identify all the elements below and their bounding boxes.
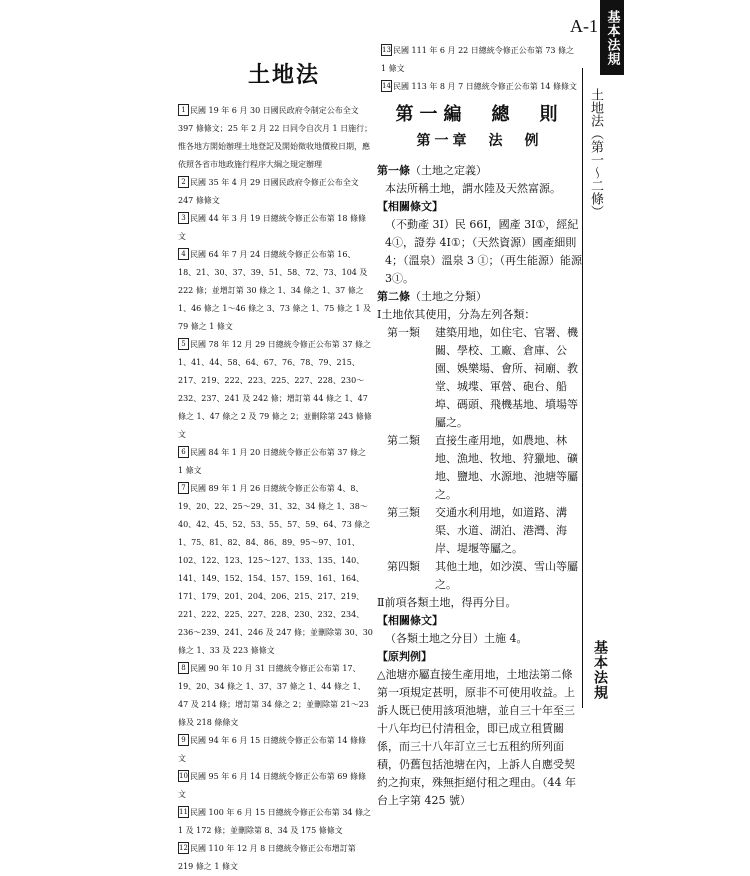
amendment-history-continued (381, 42, 581, 96)
history-entry-text: 民國 19 年 6 月 30 日國民政府令制定公布全文 397 條條文；25 年 2 月 22 日同令自次月 1 日施行；惟各地方開始辦理土地登記及開始徵收地價稅日期，應依照各省市地政施行程序大綱之規定辦理 (178, 106, 373, 169)
running-head-chapter: 土地法（第一〜二條） (588, 88, 603, 218)
part-title: 第一編 總 則 (395, 104, 564, 125)
article-1-body: 本法所稱土地，謂水陸及天然富源。 (385, 182, 561, 195)
history-entry-text: 民國 84 年 1 月 20 日總統令修正公布第 37 條之 1 條文 (178, 448, 366, 475)
article-2-para-2: Ⅱ前項各類土地，得再分目。 (377, 596, 517, 609)
article-number: 第一條 (377, 164, 410, 177)
land-categories (377, 324, 582, 594)
history-entry-text: 民國 78 年 12 月 29 日總統令修正公布第 37 條之 1、41、44、58、64、67、76、78、79、215、217、219、222、223、225、227、228、230〜232、237、241 及 242 條；增訂第 44 條之 1、47 條之 1、47 條之 2 及 79 條之 2；並刪除第 243 條條文 (178, 340, 372, 439)
history-entry (381, 78, 581, 96)
history-entry (178, 768, 373, 804)
history-entry (178, 480, 373, 660)
history-entry (178, 210, 373, 246)
history-entry-number: 13 (382, 46, 391, 54)
amendment-history (178, 102, 373, 876)
section-tab-label: 基本法規 (604, 9, 620, 66)
history-entry (178, 336, 373, 444)
history-entry-text: 民國 35 年 4 月 29 日國民政府令修正公布全文 247 條條文 (178, 178, 359, 205)
history-entry-text: 民國 113 年 8 月 7 日總統令修正公布第 14 條條文 (393, 82, 577, 91)
article-number: 第二條 (377, 290, 410, 303)
history-entry (178, 444, 373, 480)
land-category (377, 324, 582, 432)
land-category-name: 第一類 (387, 326, 420, 339)
article-caption: （土地之定義） (410, 164, 487, 177)
history-entry (178, 102, 373, 174)
history-entry-number: 6 (178, 446, 189, 458)
related-articles-label: 【相關條文】 (377, 614, 443, 627)
history-entry-number: 7 (178, 482, 189, 494)
related-articles-label: 【相關條文】 (377, 200, 443, 213)
article-2-heading (377, 288, 582, 306)
history-entry (178, 246, 373, 336)
history-entry-text: 民國 44 年 3 月 19 日總統令修正公布第 18 條條文 (178, 214, 366, 241)
land-category (377, 432, 582, 504)
land-category (377, 558, 582, 594)
history-entry (381, 42, 581, 78)
history-entry-number: 11 (179, 808, 188, 816)
history-entry-text: 民國 89 年 1 月 26 日總統令修正公布第 4、8、19、20、22、25〜29、31、32、34 條之 1、38〜40、42、45、52、53、55、57、59、64、73 條之 1、75、81、82、84、86、89、95〜97、101、102、122、123、125〜127、133、135、140、141、149、152、154、157、159、161、164、171、179、201、204、206、215、217、219、221、222、225、227、228、230、232、234、236〜239、241、246 及 247 條；並刪除第 30、30 條之 1、33 及 223 條條文 (178, 484, 373, 655)
law-title: 土地法 (248, 62, 321, 88)
article-2-para-1: Ⅰ土地依其使用，分為左列各類： (377, 308, 536, 321)
history-entry-number: 1 (178, 104, 189, 116)
land-category-text: 交通水利用地，如道路、溝渠、水道、湖泊、港灣、海岸、堤堰等屬之。 (435, 506, 567, 555)
history-entry-number: 9 (178, 734, 189, 746)
land-category-text: 直接生產用地，如農地、林地、漁地、牧地、狩獵地、礦地、鹽地、水源地、池塘等屬之。 (435, 434, 578, 501)
page-number: A-1 (570, 16, 598, 36)
land-category-name: 第二類 (387, 434, 420, 447)
history-entry-text: 民國 100 年 6 月 15 日總統令修正公布第 34 條之 1 及 172 條；並刪除第 8、34 及 175 條條文 (178, 808, 372, 835)
article-1-related: （不動產 3Ⅰ）民 66Ⅰ，國產 3Ⅰ①，經紀 4①，證券 4Ⅰ①；（天然資源）國產細則 4；（溫泉）溫泉 3 ①；（再生能源）能源 3①。 (385, 218, 582, 285)
history-entry-text: 民國 111 年 6 月 22 日總統令修正公布第 73 條之 1 條文 (381, 46, 575, 73)
history-entry (178, 804, 373, 840)
history-entry-text: 民國 94 年 6 月 15 日總統令修正公布第 14 條條文 (178, 736, 366, 763)
land-category-name: 第三類 (387, 506, 420, 519)
section-tab (600, 0, 624, 75)
land-category (377, 504, 582, 558)
running-foot-section: 基本法規 (592, 640, 608, 700)
history-entry-number: 14 (382, 82, 391, 90)
land-category-name: 第四類 (387, 560, 420, 573)
history-entry (178, 840, 373, 876)
history-entry-text: 民國 110 年 12 月 8 日總統令修正公布增訂第 219 條之 1 條文 (178, 844, 356, 871)
land-category-text: 其他土地，如沙漠、雪山等屬之。 (435, 560, 578, 591)
precedent-label: 【原判例】 (377, 650, 432, 663)
history-entry-text: 民國 64 年 7 月 24 日總統令修正公布第 16、18、21、30、37、39、51、58、72、73、104 及 222 條；並增訂第 30 條之 1、34 條之 1、37 條之 1、46 條之 1〜46 條之 3、73 條之 1、75 條之 1 及 79 條之 1 條文 (178, 250, 372, 331)
article-caption: （土地之分類） (410, 290, 487, 303)
history-entry (178, 732, 373, 768)
land-category-text: 建築用地，如住宅、官署、機關、學校、工廠、倉庫、公園、娛樂場、會所、祠廟、教堂、城堞、軍營、砲台、船埠、碼頭、飛機基地、墳場等屬之。 (435, 326, 578, 429)
history-entry-number: 4 (178, 248, 189, 260)
margin-divider (582, 68, 583, 708)
chapter-title: 第一章 法 例 (416, 133, 543, 149)
history-entry (178, 660, 373, 732)
law-text (377, 106, 582, 810)
article-1-heading (377, 162, 582, 180)
history-entry (178, 174, 373, 210)
history-entry-number: 10 (179, 772, 188, 780)
history-entry-number: 8 (178, 662, 189, 674)
history-entry-number: 3 (178, 212, 189, 224)
history-entry-text: 民國 95 年 6 月 14 日總統令修正公布第 69 條條文 (178, 772, 366, 799)
precedent-text: △池塘亦屬直接生產用地，土地法第二條第一項規定甚明，原非不可使用收益。上訴人既已使用該項池塘，並自三十年至三十八年均已付清租金，即已成立租賃關係，而三十八年訂立三七五租約所列面積，仍舊包括池塘在內，上訴人自應受契約之拘束，殊無拒絕付租之理由。（44 年台上字第 425 號） (377, 668, 576, 807)
history-entry-text: 民國 90 年 10 月 31 日總統令修正公布第 17、19、20、34 條之 1、37、37 條之 1、44 條之 1、47 及 214 條；增訂第 34 條之 2；並刪除第 21〜23 條及 218 條條文 (178, 664, 369, 727)
history-entry-number: 2 (178, 176, 189, 188)
history-entry-number: 5 (178, 338, 189, 350)
history-entry-number: 12 (179, 844, 188, 852)
article-2-related: （各類土地之分目）土施 4。 (385, 632, 528, 645)
